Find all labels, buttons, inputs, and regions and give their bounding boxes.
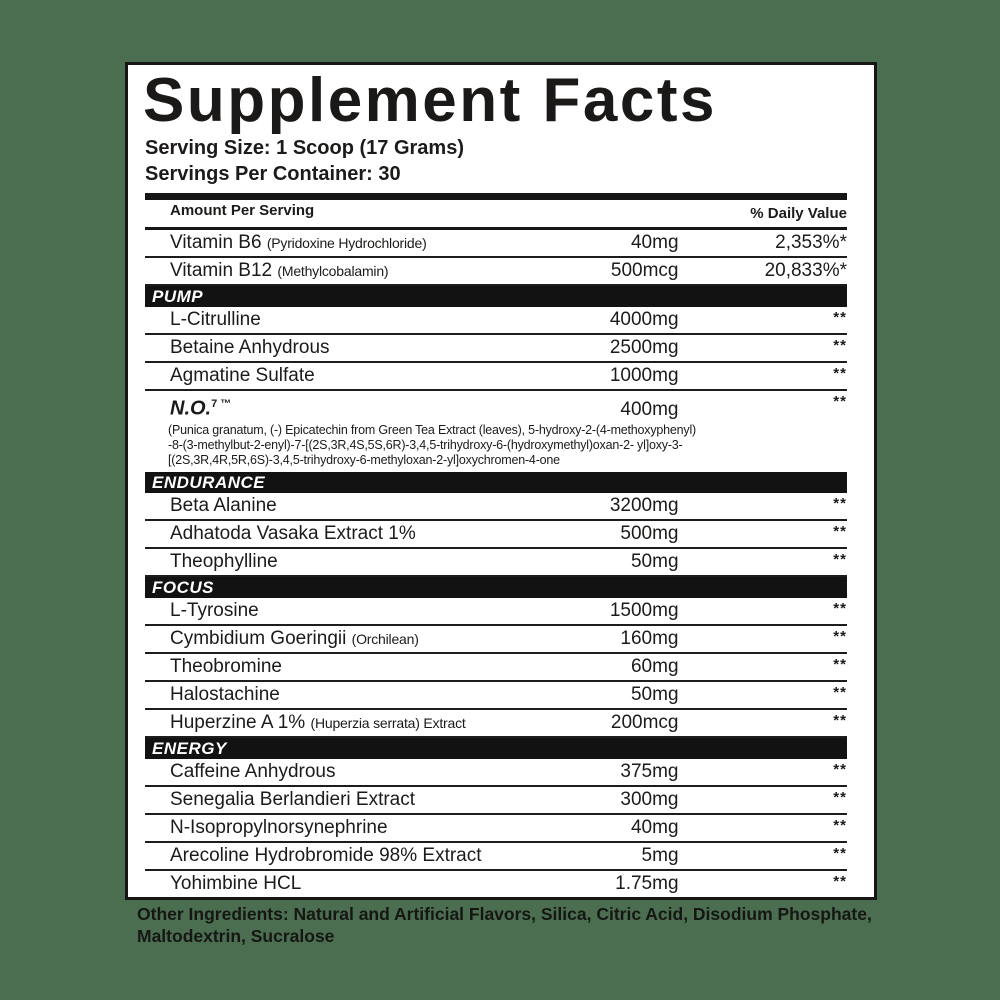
- ingredient-label: [170, 656, 282, 678]
- ingredient-daily-value: **: [833, 655, 847, 673]
- ingredient-amount: 40mg: [630, 816, 679, 838]
- ingredient-label: [170, 495, 277, 517]
- ingredient-name: Betaine Anhydrous: [170, 337, 330, 359]
- ingredient-label: [170, 551, 278, 573]
- ingredient-amount: 400mg: [620, 398, 679, 420]
- ingredient-name: Cymbidium Goeringii: [170, 627, 347, 649]
- facts-body: [145, 230, 847, 898]
- ingredient-name: Beta Alanine: [170, 494, 277, 516]
- ingredient-label: [170, 684, 280, 706]
- ingredient-daily-value: 2,353%*: [775, 232, 847, 254]
- serving-size: Serving Size: 1 Scoop (17 Grams): [145, 137, 464, 160]
- ingredient-daily-value: **: [833, 494, 847, 512]
- ingredient-row: [145, 682, 847, 710]
- ingredient-name: Vitamin B6: [170, 232, 262, 254]
- ingredient-daily-value: **: [833, 309, 847, 327]
- ingredient-row: [145, 710, 847, 738]
- ingredient-name: Agmatine Sulfate: [170, 365, 315, 387]
- ingredient-name: L-Citrulline: [170, 309, 261, 331]
- section-label: PUMP: [152, 287, 204, 307]
- ingredient-amount: 500mcg: [610, 260, 679, 282]
- ingredient-amount: 500mg: [620, 522, 679, 544]
- ingredient-row: [145, 258, 847, 286]
- ingredient-daily-value: **: [833, 872, 847, 890]
- ingredient-name: Huperzine A 1%: [170, 711, 306, 733]
- ingredient-name: N-Isopropylnorsynephrine: [170, 816, 388, 838]
- ingredient-description-line: -8-(3-methylbut-2-enyl)-7-[(2S,3R,4S,5S,6R)-3,4,5-trihydroxy-6-(hydroxymethyl)oxan-2- yl]oxy-3-: [168, 437, 683, 452]
- ingredient-row: [145, 598, 847, 626]
- ingredient-amount: 4000mg: [609, 309, 679, 331]
- section-label: ENDURANCE: [152, 472, 266, 492]
- ingredient-detail: (Methylcobalamin): [277, 263, 389, 280]
- ingredient-daily-value: **: [833, 599, 847, 617]
- ingredient-row: [145, 654, 847, 682]
- ingredient-label: [170, 523, 416, 545]
- ingredient-row: [145, 493, 847, 521]
- ingredient-amount: 1.75mg: [615, 872, 679, 894]
- ingredient-label: [170, 365, 315, 387]
- ingredient-detail: (Pyridoxine Hydrochloride): [266, 235, 427, 252]
- ingredient-amount: 5mg: [641, 844, 679, 866]
- servings-per-container: Servings Per Container: 30: [145, 163, 401, 186]
- ingredient-row: [145, 815, 847, 843]
- ingredient-label: [170, 789, 415, 811]
- ingredient-amount: 1000mg: [609, 365, 679, 387]
- ingredient-daily-value: 20,833%*: [764, 260, 847, 282]
- ingredient-name: N.O.: [170, 397, 212, 420]
- ingredient-detail: (Orchilean): [351, 630, 419, 647]
- ingredient-amount: 50mg: [630, 550, 679, 572]
- ingredient-row: [145, 871, 847, 899]
- ingredient-row: [145, 230, 847, 258]
- ingredient-label: [170, 600, 259, 622]
- ingredient-row: [145, 843, 847, 871]
- ingredient-daily-value: **: [833, 522, 847, 540]
- ingredient-name: Theophylline: [170, 550, 278, 572]
- ingredient-amount: 1500mg: [609, 599, 679, 621]
- ingredient-row: [145, 759, 847, 787]
- ingredient-row: [145, 363, 847, 391]
- ingredient-row: [145, 626, 847, 654]
- ingredient-label: [170, 712, 466, 734]
- ingredient-daily-value: **: [833, 844, 847, 862]
- ingredient-daily-value: **: [833, 627, 847, 645]
- ingredient-name: Senegalia Berlandieri Extract: [170, 788, 416, 810]
- ingredient-amount: 40mg: [630, 232, 679, 254]
- ingredient-daily-value: **: [833, 711, 847, 729]
- ingredient-name: L-Tyrosine: [170, 599, 259, 621]
- ingredient-daily-value: **: [833, 337, 847, 355]
- supplement-facts-panel: [125, 62, 877, 900]
- ingredient-detail: (Huperzia serrata) Extract: [310, 714, 466, 731]
- ingredient-daily-value: **: [833, 393, 847, 411]
- ingredient-amount: 375mg: [620, 760, 679, 782]
- ingredient-description-line: [(2S,3R,4R,5R,6S)-3,4,5-trihydroxy-6-methyloxan-2-yl]oxychromen-4-one: [168, 452, 560, 467]
- section-header-bar: [145, 286, 847, 307]
- column-headers: [145, 200, 847, 230]
- ingredient-name: Theobromine: [170, 655, 282, 677]
- ingredient-row: [145, 521, 847, 549]
- ingredient-description-line: (Punica granatum, (-) Epicatechin from Green Tea Extract (leaves), 5-hydroxy-2-(4-methoxyphenyl): [168, 422, 697, 437]
- ingredient-label: [170, 232, 427, 254]
- ingredient-name: Vitamin B12: [170, 260, 273, 282]
- divider-thick-top: [145, 193, 847, 200]
- ingredient-amount: 50mg: [630, 683, 679, 705]
- ingredient-label: [170, 309, 261, 331]
- ingredient-label: [170, 873, 301, 895]
- ingredient-label: [170, 628, 419, 650]
- other-ingredients: Other Ingredients: Natural and Artificial Flavors, Silica, Citric Acid, Disodium Phosphate, Maltodextrin, Sucralose: [137, 904, 872, 946]
- ingredient-amount: 2500mg: [609, 337, 679, 359]
- ingredient-label: [170, 761, 336, 783]
- ingredient-name: Caffeine Anhydrous: [170, 760, 336, 782]
- page-title: Supplement Facts: [143, 66, 717, 135]
- ingredient-daily-value: **: [833, 550, 847, 568]
- ingredient-name: Halostachine: [170, 683, 280, 705]
- ingredient-row: [145, 335, 847, 363]
- section-header-bar: [145, 577, 847, 598]
- column-amount-per-serving: Amount Per Serving: [170, 202, 315, 220]
- ingredient-name: Adhatoda Vasaka Extract 1%: [170, 522, 416, 544]
- ingredient-row: [145, 307, 847, 335]
- section-header-bar: [145, 472, 847, 493]
- ingredient-label: [170, 260, 388, 282]
- section-header-bar: [145, 738, 847, 759]
- ingredient-row: [145, 787, 847, 815]
- ingredient-amount: 200mcg: [610, 711, 679, 733]
- ingredient-row: [145, 549, 847, 577]
- section-label: ENERGY: [152, 738, 227, 758]
- ingredient-row: [145, 391, 847, 422]
- ingredient-daily-value: **: [833, 683, 847, 701]
- ingredient-daily-value: **: [833, 760, 847, 778]
- ingredient-amount: 60mg: [630, 655, 679, 677]
- ingredient-amount: 160mg: [620, 627, 679, 649]
- ingredient-label: [170, 845, 482, 867]
- ingredient-daily-value: **: [833, 788, 847, 806]
- ingredient-label: [170, 393, 231, 420]
- ingredient-label: [170, 337, 330, 359]
- ingredient-daily-value: **: [833, 365, 847, 383]
- ingredient-name: Yohimbine HCL: [170, 872, 302, 894]
- section-label: FOCUS: [152, 577, 214, 597]
- ingredient-label: [170, 817, 388, 839]
- ingredient-amount: 300mg: [620, 788, 679, 810]
- ingredient-amount: 3200mg: [609, 494, 679, 516]
- ingredient-name: Arecoline Hydrobromide 98% Extract: [170, 844, 482, 866]
- ingredient-daily-value: **: [833, 816, 847, 834]
- column-daily-value: % Daily Value: [750, 205, 847, 223]
- ingredient-trademark: 7 ™: [211, 398, 232, 411]
